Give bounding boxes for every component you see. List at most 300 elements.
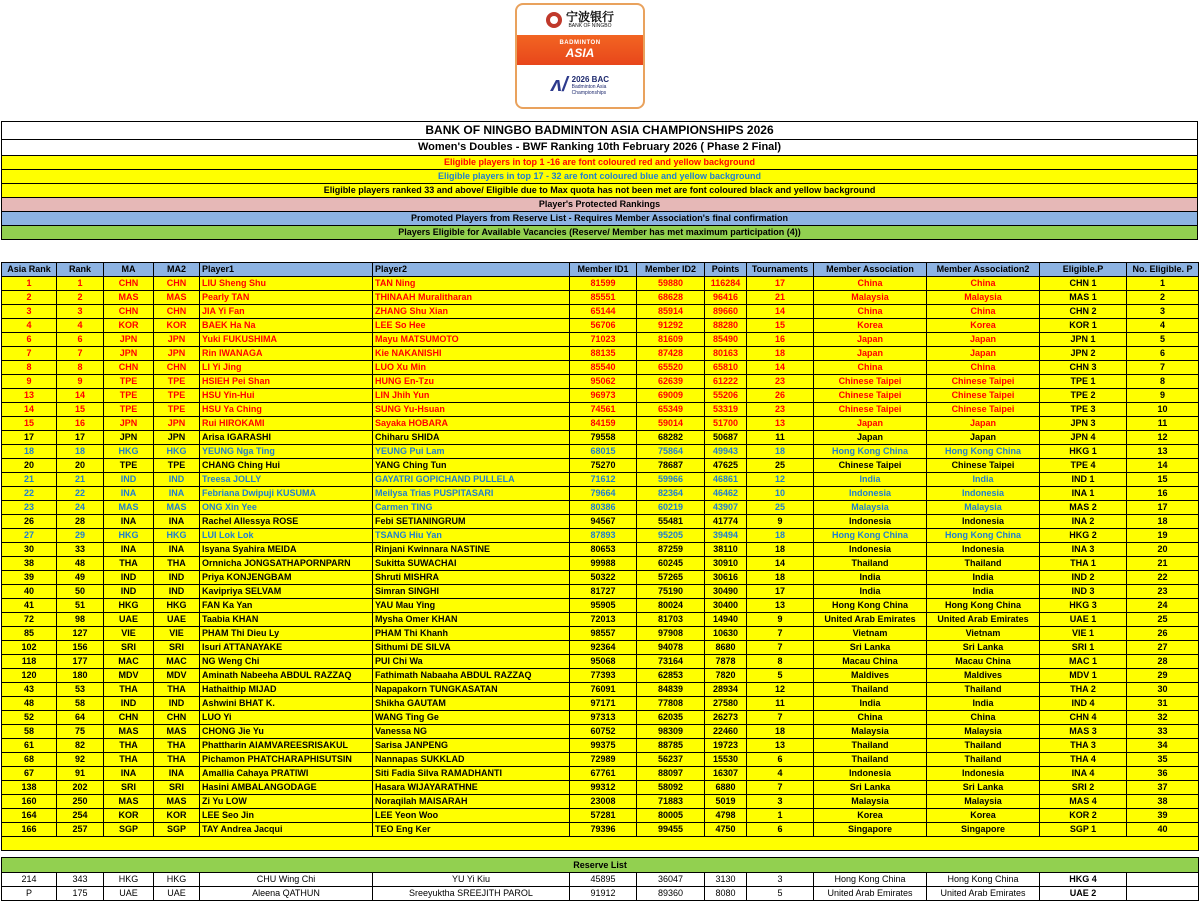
cell-points: 88280 — [705, 319, 747, 333]
cell-player1: Taabia KHAN — [200, 613, 373, 627]
cell-member-id2: 71883 — [637, 795, 705, 809]
cell-member-id1: 87893 — [570, 529, 637, 543]
cell-player1: Phattharin AIAMVAREESRISAKUL — [200, 739, 373, 753]
cell-ma2: TPE — [154, 459, 200, 473]
cell-eligible-p: SGP 1 — [1040, 823, 1127, 837]
cell-member-association2: Japan — [927, 347, 1040, 361]
cell-ma: MAS — [104, 795, 154, 809]
table-row — [2, 655, 1199, 669]
cell-eligible-p: INA 3 — [1040, 543, 1127, 557]
cell-no-eligible-p: 7 — [1127, 361, 1199, 375]
cell-tournaments: 7 — [747, 781, 814, 795]
reserve-table — [1, 857, 1199, 901]
cell-player2: HUNG En-Tzu — [373, 375, 570, 389]
cell-player1: Zi Yu LOW — [200, 795, 373, 809]
cell-ma2: INA — [154, 543, 200, 557]
cell-eligible-p: MAC 1 — [1040, 655, 1127, 669]
cell-no-eligible-p: 1 — [1127, 277, 1199, 291]
cell-rank: 29 — [57, 529, 104, 543]
cell-ma: INA — [104, 767, 154, 781]
cell-member-association: Chinese Taipei — [814, 389, 927, 403]
cell-rank: 3 — [57, 305, 104, 319]
cell-member-id1: 75270 — [570, 459, 637, 473]
cell-member-id1: 85551 — [570, 291, 637, 305]
table-row — [2, 487, 1199, 501]
cell-eligible-p: MAS 2 — [1040, 501, 1127, 515]
bac-sub1: Badminton Asia — [571, 83, 607, 90]
cell-player2: TAN Ning — [373, 277, 570, 291]
table-row — [2, 585, 1199, 599]
reserve-cell-tournaments: 3 — [747, 873, 814, 887]
cell-asia-rank: 118 — [2, 655, 57, 669]
cell-eligible-p: MDV 1 — [1040, 669, 1127, 683]
column-header-member-association2: Member Association2 — [927, 263, 1040, 277]
cell-tournaments: 26 — [747, 389, 814, 403]
cell-player2: Sarisa JANPENG — [373, 739, 570, 753]
cell-no-eligible-p: 30 — [1127, 683, 1199, 697]
cell-tournaments: 14 — [747, 557, 814, 571]
cell-member-id1: 95905 — [570, 599, 637, 613]
cell-member-id1: 81727 — [570, 585, 637, 599]
cell-member-id2: 80024 — [637, 599, 705, 613]
cell-eligible-p: MAS 3 — [1040, 725, 1127, 739]
reserve-cell-member-id2: 89360 — [637, 887, 705, 901]
cell-asia-rank: 68 — [2, 753, 57, 767]
cell-member-id1: 98557 — [570, 627, 637, 641]
reserve-cell-points: 3130 — [705, 873, 747, 887]
cell-member-association2: Sri Lanka — [927, 781, 1040, 795]
cell-ma: HKG — [104, 445, 154, 459]
table-header-row — [2, 263, 1199, 277]
bac-title: 2026 BAC — [571, 74, 610, 84]
cell-points: 30400 — [705, 599, 747, 613]
cell-player2: SUNG Yu-Hsuan — [373, 403, 570, 417]
cell-member-id2: 82364 — [637, 487, 705, 501]
cell-member-association: Malaysia — [814, 501, 927, 515]
cell-tournaments: 13 — [747, 599, 814, 613]
cell-member-id1: 99312 — [570, 781, 637, 795]
cell-asia-rank: 7 — [2, 347, 57, 361]
cell-player2: Kie NAKANISHI — [373, 347, 570, 361]
cell-ma: HKG — [104, 599, 154, 613]
cell-member-id1: 77393 — [570, 669, 637, 683]
column-header-eligible-p: Eligible.P — [1040, 263, 1127, 277]
reserve-cell-asia-rank: 214 — [2, 873, 57, 887]
cell-member-association: India — [814, 697, 927, 711]
cell-points: 80163 — [705, 347, 747, 361]
cell-tournaments: 4 — [747, 767, 814, 781]
cell-eligible-p: JPN 4 — [1040, 431, 1127, 445]
cell-member-association2: India — [927, 473, 1040, 487]
cell-no-eligible-p: 16 — [1127, 487, 1199, 501]
table-row — [2, 823, 1199, 837]
cell-rank: 22 — [57, 487, 104, 501]
cell-eligible-p: INA 1 — [1040, 487, 1127, 501]
cell-player1: HSU Yin-Hui — [200, 389, 373, 403]
spacer-row — [2, 837, 1199, 851]
cell-member-association: Hong Kong China — [814, 529, 927, 543]
cell-player2: Meilysa Trias PUSPITASARI — [373, 487, 570, 501]
table-row — [2, 501, 1199, 515]
cell-tournaments: 18 — [747, 543, 814, 557]
cell-tournaments: 21 — [747, 291, 814, 305]
cell-player1: NG Weng Chi — [200, 655, 373, 669]
cell-member-id2: 85914 — [637, 305, 705, 319]
cell-rank: 180 — [57, 669, 104, 683]
cell-rank: 15 — [57, 403, 104, 417]
cell-rank: 98 — [57, 613, 104, 627]
cell-member-id1: 79558 — [570, 431, 637, 445]
cell-member-id1: 80386 — [570, 501, 637, 515]
cell-member-id2: 78687 — [637, 459, 705, 473]
cell-player1: YEUNG Nga Ting — [200, 445, 373, 459]
cell-player2: Sayaka HOBARA — [373, 417, 570, 431]
cell-tournaments: 7 — [747, 711, 814, 725]
cell-player1: CHONG Jie Yu — [200, 725, 373, 739]
cell-points: 4750 — [705, 823, 747, 837]
cell-rank: 16 — [57, 417, 104, 431]
cell-points: 27580 — [705, 697, 747, 711]
cell-member-id2: 58092 — [637, 781, 705, 795]
cell-player1: ONG Xin Yee — [200, 501, 373, 515]
cell-member-association2: Thailand — [927, 753, 1040, 767]
cell-rank: 24 — [57, 501, 104, 515]
cell-player1: Kavipriya SELVAM — [200, 585, 373, 599]
cell-points: 53319 — [705, 403, 747, 417]
cell-ma: UAE — [104, 613, 154, 627]
cell-ma: MAC — [104, 655, 154, 669]
legend-vacancies: Players Eligible for Available Vacancies (Reserve/ Member has met maximum participation (4)) — [2, 226, 1198, 240]
cell-asia-rank: 21 — [2, 473, 57, 487]
cell-no-eligible-p: 40 — [1127, 823, 1199, 837]
cell-member-association2: Chinese Taipei — [927, 389, 1040, 403]
cell-tournaments: 18 — [747, 725, 814, 739]
badminton-asia-band — [517, 35, 643, 65]
cell-ma: MAS — [104, 291, 154, 305]
cell-eligible-p: KOR 2 — [1040, 809, 1127, 823]
cell-points: 39494 — [705, 529, 747, 543]
column-header-player2: Player2 — [373, 263, 570, 277]
cell-ma2: CHN — [154, 711, 200, 725]
cell-no-eligible-p: 8 — [1127, 375, 1199, 389]
table-row — [2, 417, 1199, 431]
cell-ma2: IND — [154, 697, 200, 711]
cell-no-eligible-p: 6 — [1127, 347, 1199, 361]
table-row — [2, 529, 1199, 543]
bac-logo — [517, 65, 643, 105]
rankings-table — [1, 262, 1199, 851]
cell-points: 22460 — [705, 725, 747, 739]
cell-rank: 28 — [57, 515, 104, 529]
table-row — [2, 557, 1199, 571]
cell-player1: Isyana Syahira MEIDA — [200, 543, 373, 557]
cell-points: 14940 — [705, 613, 747, 627]
table-row — [2, 291, 1199, 305]
cell-ma2: MAS — [154, 795, 200, 809]
cell-no-eligible-p: 32 — [1127, 711, 1199, 725]
cell-member-association: Maldives — [814, 669, 927, 683]
cell-eligible-p: THA 3 — [1040, 739, 1127, 753]
cell-member-association: Chinese Taipei — [814, 403, 927, 417]
cell-asia-rank: 2 — [2, 291, 57, 305]
cell-no-eligible-p: 26 — [1127, 627, 1199, 641]
reserve-cell-points: 8080 — [705, 887, 747, 901]
cell-member-association: Chinese Taipei — [814, 459, 927, 473]
reserve-cell-tournaments: 5 — [747, 887, 814, 901]
cell-member-association2: Indonesia — [927, 543, 1040, 557]
cell-player1: Ornnicha JONGSATHAPORNPARN — [200, 557, 373, 571]
cell-asia-rank: 48 — [2, 697, 57, 711]
reserve-cell-member-association: Hong Kong China — [814, 873, 927, 887]
reserve-cell-ma2: UAE — [154, 887, 200, 901]
cell-eligible-p: JPN 3 — [1040, 417, 1127, 431]
reserve-cell-member-id2: 36047 — [637, 873, 705, 887]
cell-member-id1: 65144 — [570, 305, 637, 319]
cell-ma: INA — [104, 487, 154, 501]
cell-no-eligible-p: 36 — [1127, 767, 1199, 781]
cell-ma2: TPE — [154, 403, 200, 417]
cell-member-association2: Malaysia — [927, 501, 1040, 515]
cell-player2: Shikha GAUTAM — [373, 697, 570, 711]
cell-member-id1: 94567 — [570, 515, 637, 529]
cell-eligible-p: TPE 3 — [1040, 403, 1127, 417]
cell-points: 46462 — [705, 487, 747, 501]
cell-eligible-p: UAE 1 — [1040, 613, 1127, 627]
cell-member-id1: 60752 — [570, 725, 637, 739]
cell-rank: 50 — [57, 585, 104, 599]
cell-player2: Simran SINGHI — [373, 585, 570, 599]
cell-member-id1: 50322 — [570, 571, 637, 585]
cell-asia-rank: 38 — [2, 557, 57, 571]
cell-member-id2: 55481 — [637, 515, 705, 529]
cell-no-eligible-p: 27 — [1127, 641, 1199, 655]
cell-member-association: India — [814, 571, 927, 585]
cell-points: 10630 — [705, 627, 747, 641]
cell-member-id1: 84159 — [570, 417, 637, 431]
cell-member-id2: 81703 — [637, 613, 705, 627]
cell-player2: YANG Ching Tun — [373, 459, 570, 473]
cell-member-association: Korea — [814, 319, 927, 333]
cell-member-id2: 62853 — [637, 669, 705, 683]
cell-member-association: Japan — [814, 347, 927, 361]
cell-rank: 21 — [57, 473, 104, 487]
cell-member-association2: Japan — [927, 431, 1040, 445]
bank-logo — [517, 5, 643, 35]
cell-tournaments: 15 — [747, 319, 814, 333]
cell-points: 61222 — [705, 375, 747, 389]
cell-ma: TPE — [104, 459, 154, 473]
cell-tournaments: 18 — [747, 347, 814, 361]
cell-ma: INA — [104, 515, 154, 529]
cell-no-eligible-p: 38 — [1127, 795, 1199, 809]
cell-ma: CHN — [104, 711, 154, 725]
reserve-header-row — [2, 858, 1199, 873]
cell-points: 49943 — [705, 445, 747, 459]
cell-asia-rank: 58 — [2, 725, 57, 739]
cell-ma: VIE — [104, 627, 154, 641]
cell-ma2: SRI — [154, 641, 200, 655]
cell-points: 30490 — [705, 585, 747, 599]
reserve-cell-member-association2: Hong Kong China — [927, 873, 1040, 887]
reserve-cell-no-eligible-p — [1127, 887, 1199, 901]
cell-points: 89660 — [705, 305, 747, 319]
cell-member-association2: Indonesia — [927, 767, 1040, 781]
cell-eligible-p: JPN 1 — [1040, 333, 1127, 347]
cell-member-id2: 56237 — [637, 753, 705, 767]
cell-member-association: Malaysia — [814, 291, 927, 305]
cell-tournaments: 10 — [747, 487, 814, 501]
cell-member-association2: India — [927, 571, 1040, 585]
table-row — [2, 473, 1199, 487]
table-row — [2, 781, 1199, 795]
table-row — [2, 319, 1199, 333]
table-row — [2, 683, 1199, 697]
column-header-asia-rank: Asia Rank — [2, 263, 57, 277]
cell-ma: TPE — [104, 389, 154, 403]
cell-asia-rank: 160 — [2, 795, 57, 809]
cell-member-association2: Korea — [927, 319, 1040, 333]
cell-tournaments: 3 — [747, 795, 814, 809]
cell-eligible-p: SRI 1 — [1040, 641, 1127, 655]
cell-asia-rank: 4 — [2, 319, 57, 333]
cell-no-eligible-p: 9 — [1127, 389, 1199, 403]
cell-member-id2: 87428 — [637, 347, 705, 361]
cell-points: 26273 — [705, 711, 747, 725]
cell-member-association: Sri Lanka — [814, 781, 927, 795]
cell-ma: IND — [104, 585, 154, 599]
cell-member-id1: 81599 — [570, 277, 637, 291]
cell-ma: KOR — [104, 809, 154, 823]
cell-rank: 6 — [57, 333, 104, 347]
reserve-cell-player1: CHU Wing Chi — [200, 873, 373, 887]
cell-no-eligible-p: 14 — [1127, 459, 1199, 473]
cell-member-association: Thailand — [814, 753, 927, 767]
cell-asia-rank: 13 — [2, 389, 57, 403]
cell-member-id2: 95205 — [637, 529, 705, 543]
column-header-member-id1: Member ID1 — [570, 263, 637, 277]
cell-member-id2: 65349 — [637, 403, 705, 417]
cell-asia-rank: 138 — [2, 781, 57, 795]
cell-eligible-p: IND 1 — [1040, 473, 1127, 487]
cell-ma2: MDV — [154, 669, 200, 683]
cell-player1: Febriana Dwipuji KUSUMA — [200, 487, 373, 501]
cell-member-association: Japan — [814, 431, 927, 445]
table-row — [2, 403, 1199, 417]
legend-top16: Eligible players in top 1 -16 are font coloured red and yellow background — [2, 156, 1198, 170]
cell-asia-rank: 17 — [2, 431, 57, 445]
cell-asia-rank: 85 — [2, 627, 57, 641]
cell-eligible-p: INA 2 — [1040, 515, 1127, 529]
cell-member-association: Hong Kong China — [814, 599, 927, 613]
cell-member-association: Indonesia — [814, 543, 927, 557]
cell-player1: Priya KONJENGBAM — [200, 571, 373, 585]
cell-player1: Isuri ATTANAYAKE — [200, 641, 373, 655]
cell-points: 30910 — [705, 557, 747, 571]
cell-asia-rank: 102 — [2, 641, 57, 655]
reserve-list-label: Reserve List — [2, 858, 1199, 873]
cell-member-id2: 81609 — [637, 333, 705, 347]
asia-label: ASIA — [565, 46, 595, 60]
cell-tournaments: 14 — [747, 361, 814, 375]
cell-rank: 53 — [57, 683, 104, 697]
cell-rank: 48 — [57, 557, 104, 571]
cell-player1: LUI Lok Lok — [200, 529, 373, 543]
table-row — [2, 795, 1199, 809]
cell-ma2: TPE — [154, 389, 200, 403]
cell-ma: JPN — [104, 417, 154, 431]
cell-eligible-p: JPN 2 — [1040, 347, 1127, 361]
cell-member-association2: Malaysia — [927, 291, 1040, 305]
cell-member-association2: Thailand — [927, 557, 1040, 571]
cell-player2: YAU Mau Ying — [373, 599, 570, 613]
cell-points: 16307 — [705, 767, 747, 781]
cell-ma: MAS — [104, 725, 154, 739]
cell-ma: MAS — [104, 501, 154, 515]
reserve-cell-member-association2: United Arab Emirates — [927, 887, 1040, 901]
cell-rank: 177 — [57, 655, 104, 669]
cell-member-id2: 59014 — [637, 417, 705, 431]
cell-member-id1: 97313 — [570, 711, 637, 725]
cell-eligible-p: VIE 1 — [1040, 627, 1127, 641]
cell-member-association2: Chinese Taipei — [927, 375, 1040, 389]
column-header-no-eligible-p: No. Eligible. P — [1127, 263, 1199, 277]
header-table — [1, 121, 1198, 240]
cell-member-association2: Chinese Taipei — [927, 403, 1040, 417]
cell-no-eligible-p: 34 — [1127, 739, 1199, 753]
cell-rank: 17 — [57, 431, 104, 445]
cell-asia-rank: 15 — [2, 417, 57, 431]
cell-asia-rank: 39 — [2, 571, 57, 585]
cell-tournaments: 14 — [747, 305, 814, 319]
cell-player1: Hasini AMBALANGODAGE — [200, 781, 373, 795]
table-row — [2, 725, 1199, 739]
cell-ma: THA — [104, 753, 154, 767]
table-row — [2, 347, 1199, 361]
cell-member-id2: 84839 — [637, 683, 705, 697]
reserve-cell-member-id1: 45895 — [570, 873, 637, 887]
cell-asia-rank: 8 — [2, 361, 57, 375]
cell-member-association: Korea — [814, 809, 927, 823]
cell-member-association2: Malaysia — [927, 725, 1040, 739]
cell-player2: LIN Jhih Yun — [373, 389, 570, 403]
cell-rank: 92 — [57, 753, 104, 767]
cell-ma: TPE — [104, 403, 154, 417]
cell-eligible-p: KOR 1 — [1040, 319, 1127, 333]
cell-member-id2: 80005 — [637, 809, 705, 823]
cell-member-id1: 88135 — [570, 347, 637, 361]
reserve-cell-rank: 343 — [57, 873, 104, 887]
cell-tournaments: 11 — [747, 697, 814, 711]
cell-no-eligible-p: 13 — [1127, 445, 1199, 459]
cell-points: 28934 — [705, 683, 747, 697]
cell-member-id1: 72013 — [570, 613, 637, 627]
spacer-cell — [2, 837, 1199, 851]
cell-player1: LEE Seo Jin — [200, 809, 373, 823]
cell-tournaments: 18 — [747, 571, 814, 585]
cell-player2: Nannapas SUKKLAD — [373, 753, 570, 767]
cell-player1: PHAM Thi Dieu Ly — [200, 627, 373, 641]
cell-player2: Shruti MISHRA — [373, 571, 570, 585]
cell-ma2: JPN — [154, 431, 200, 445]
column-header-points: Points — [705, 263, 747, 277]
cell-rank: 8 — [57, 361, 104, 375]
cell-member-id2: 65520 — [637, 361, 705, 375]
cell-player1: TAY Andrea Jacqui — [200, 823, 373, 837]
cell-eligible-p: HKG 3 — [1040, 599, 1127, 613]
cell-no-eligible-p: 3 — [1127, 305, 1199, 319]
cell-player1: LIU Sheng Shu — [200, 277, 373, 291]
cell-member-association: Indonesia — [814, 767, 927, 781]
